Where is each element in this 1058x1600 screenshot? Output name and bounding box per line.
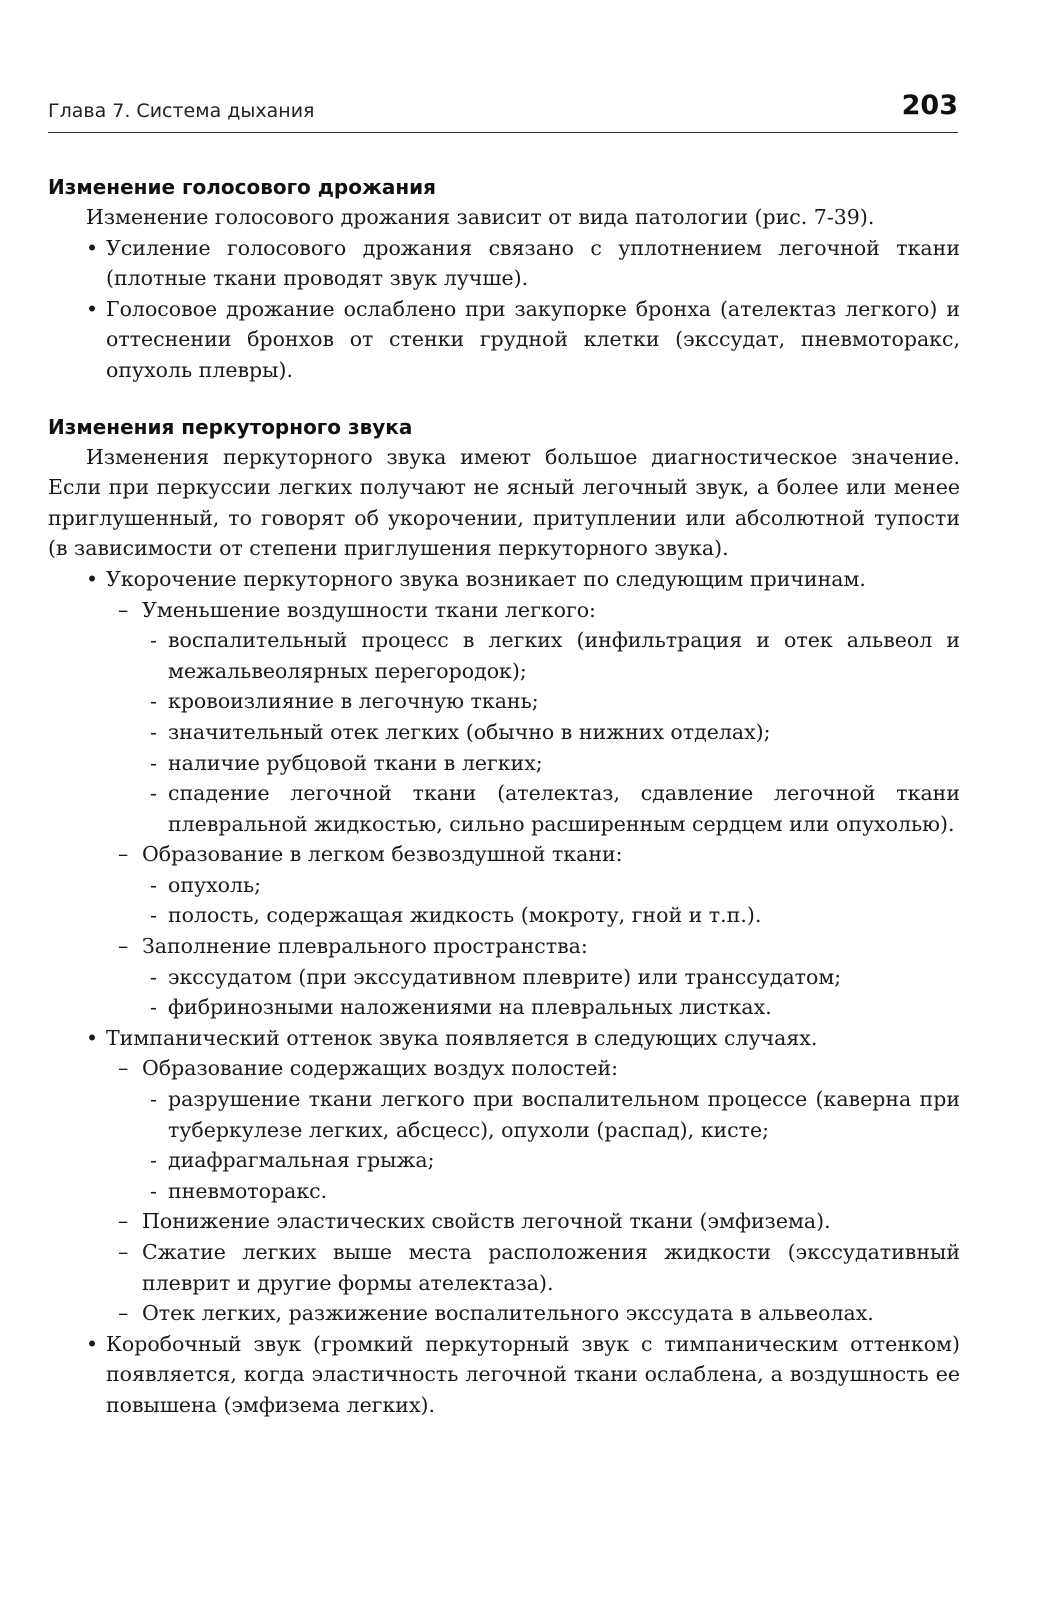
sub-item: - фибринозными наложениями на плевральных листках. <box>150 995 772 1020</box>
sub-item: - экссудатом (при экссудативном плеврите) или транссудатом; <box>150 964 842 989</box>
page-number: 203 <box>901 90 958 121</box>
dash-item: – Уменьшение воздушности ткани легкого: <box>118 597 596 622</box>
dash-item: – Понижение эластических свойств легочной ткани (эмфизема). <box>118 1209 831 1234</box>
chapter-title: Глава 7. Система дыхания <box>48 100 315 122</box>
sub-item: - воспалительный процесс в легких (инфильтрация и отек альвеол и межальвеолярных перегородок); <box>150 628 960 683</box>
sub-item: - кровоизлияние в легочную ткань; <box>150 689 539 714</box>
dash-item: – Образование в легком безвоздушной ткани: <box>118 842 623 867</box>
dash-item: – Отек легких, разжижение воспалительного экссудата в альвеолах. <box>118 1301 874 1326</box>
section-intro: Изменения перкуторного звука имеют большое диагностическое значение. Если при перкуссии легких получают не ясный легочный звук, а более или менее приглушенный, то говорят об укорочении, притуплении или абсолютной тупости (в зависимости от степени приглушения перкуторного звука). <box>48 444 960 561</box>
sub-item: - разрушение ткани легкого при воспалительном процессе (каверна при туберкулезе легких, абсцесс), опухоли (распад), кисте; <box>150 1087 960 1142</box>
sub-item: - спадение легочной ткани (ателектаз, сдавление легочной ткани плевральной жидкостью, сильно расширенным сердцем или опухолью). <box>150 781 960 836</box>
sub-item: - пневмоторакс. <box>150 1178 328 1203</box>
sub-item: - значительный отек легких (обычно в нижних отделах); <box>150 719 771 744</box>
dash-item: – Сжатие легких выше места расположения жидкости (экссудативный плеврит и другие формы ателектаза). <box>118 1240 960 1295</box>
section-heading-percussion: Изменения перкуторного звука <box>48 414 413 439</box>
sub-item: - полость, содержащая жидкость (мокроту, гной и т.п.). <box>150 903 762 928</box>
dash-item: – Образование содержащих воздух полостей: <box>118 1056 619 1081</box>
bullet-item: • Укорочение перкуторного звука возникает по следующим причинам. <box>86 566 866 591</box>
running-header <box>48 92 958 133</box>
dash-item: – Заполнение плеврального пространства: <box>118 934 588 959</box>
section-intro: Изменение голосового дрожания зависит от вида патологии (рис. 7-39). <box>86 205 875 229</box>
sub-item: - опухоль; <box>150 872 262 897</box>
sub-item: - наличие рубцовой ткани в легких; <box>150 750 543 775</box>
bullet-item: • Тимпанический оттенок звука появляется в следующих случаях. <box>86 1025 818 1050</box>
bullet-item: • Голосовое дрожание ослаблено при закупорке бронха (ателектаз легкого) и оттеснении бронхов от стенки грудной клетки (экссудат, пневмоторакс, опухоль плевры). <box>86 296 960 382</box>
section-heading-vocal-fremitus: Изменение голосового дрожания <box>48 175 437 199</box>
page-content <box>48 172 960 1421</box>
bullet-item: • Коробочный звук (громкий перкуторный звук с тимпаническим оттенком) появляется, когда эластичность легочной ткани ослаблена, а воздушность ее повышена (эмфизема легких). <box>86 1331 960 1417</box>
sub-item: - диафрагмальная грыжа; <box>150 1148 435 1173</box>
bullet-item: • Усиление голосового дрожания связано с уплотнением легочной ткани (плотные ткани проводят звук лучше). <box>86 235 960 291</box>
